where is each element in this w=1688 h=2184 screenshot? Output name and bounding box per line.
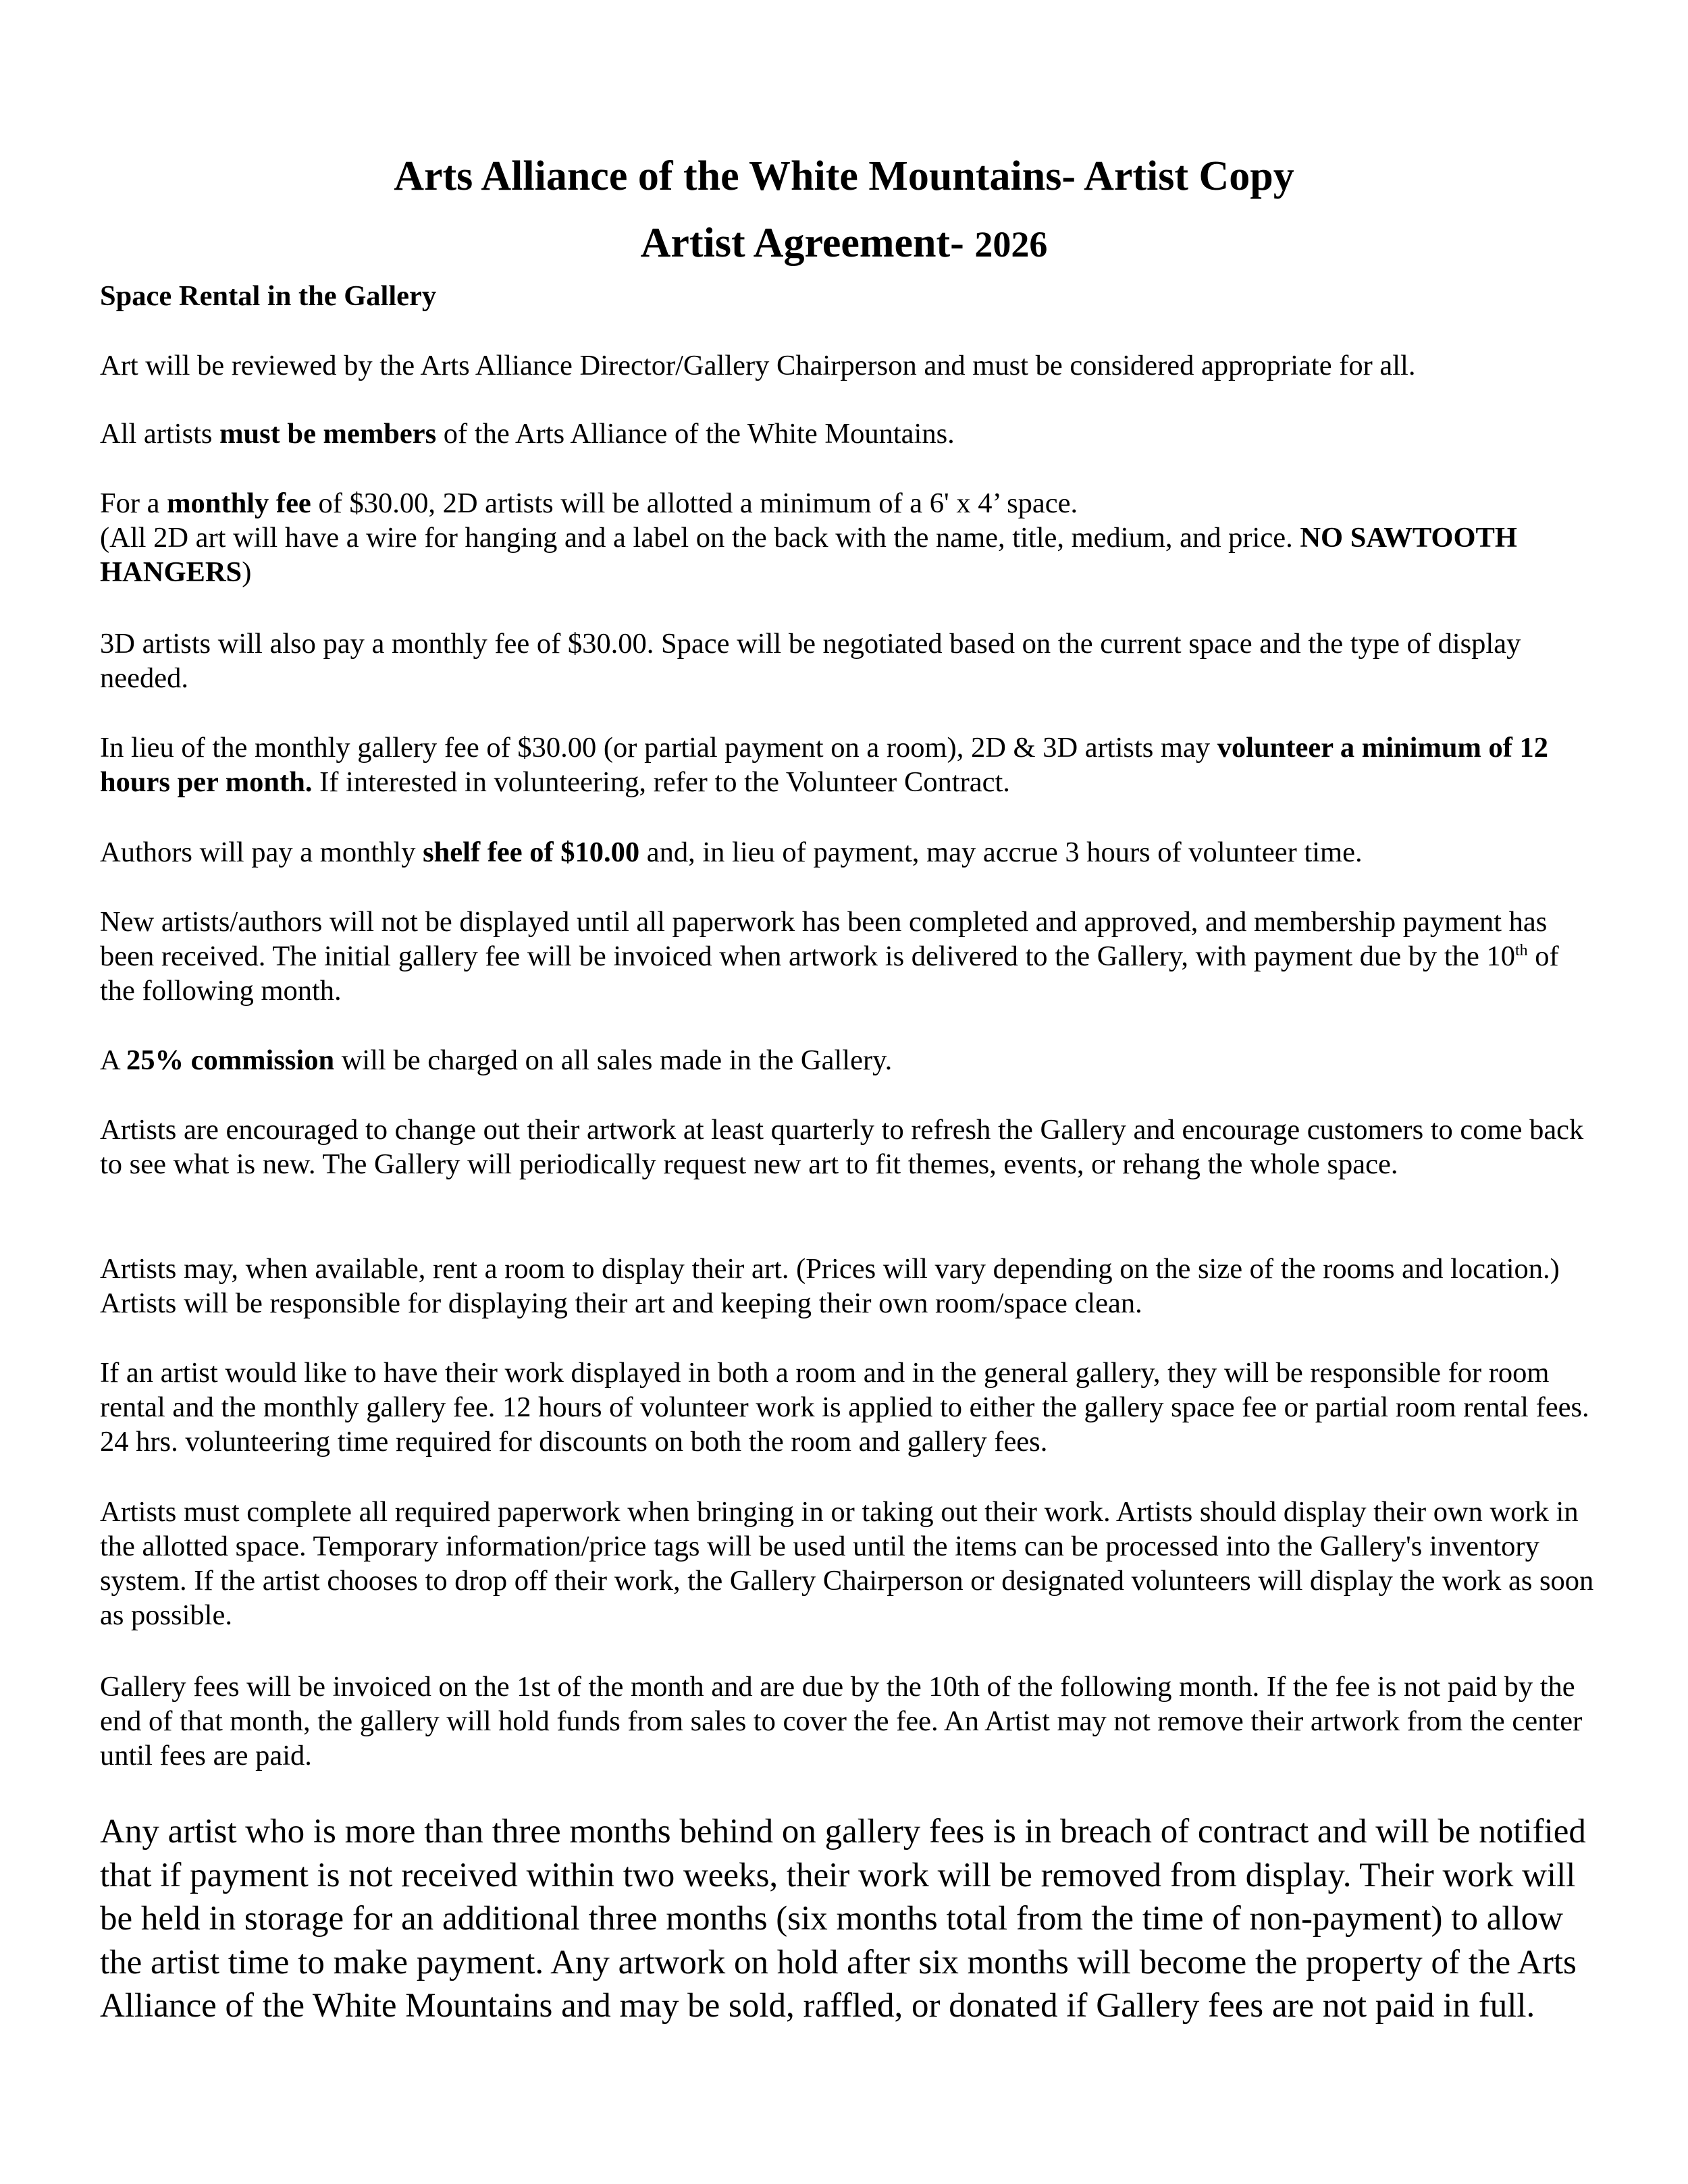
paragraph-change-artwork: Artists are encouraged to change out their artwork at least quarterly to refresh the Gallery and encourage customers to come back to see what is new. The Gallery will periodically request new art to fit themes, events, or rehang the whole space. <box>100 1114 1584 1180</box>
text: All artists <box>100 418 220 450</box>
paragraph-new-artists <box>100 905 1595 1008</box>
text: A <box>100 1044 126 1076</box>
text: of the Arts Alliance of the White Mountains. <box>436 418 955 450</box>
superscript: th <box>1514 941 1528 959</box>
bold-text: NO SAWTOOTH HANGERS <box>100 522 1517 588</box>
bold-text: shelf fee of $10.00 <box>423 836 640 868</box>
text: of the following month. <box>100 940 1559 1007</box>
section-heading: Space Rental in the Gallery <box>100 280 437 312</box>
bold-text: must be members <box>219 418 437 450</box>
text: (All 2D art will have a wire for hanging and a label on the back with the name, title, medium, and price. <box>100 522 1300 554</box>
paragraph-gallery-fees: Gallery fees will be invoiced on the 1st of the month and are due by the 10th of the following month. If the fee is not paid by the end of that month, the gallery will hold funds from sales to cover the fee. An Artist may not remove their artwork from the center until fees are paid. <box>100 1671 1583 1772</box>
text: ) <box>242 556 252 588</box>
paragraph-room-and-gallery: If an artist would like to have their work displayed in both a room and in the general gallery, they will be responsible for room rental and the monthly gallery fee. 12 hours of volunteer work is applied to either the gallery space fee or partial room rental fees. 24 hrs. volunteering time required for discounts on both the room and gallery fees. <box>100 1357 1589 1458</box>
text: Authors will pay a monthly <box>100 836 423 868</box>
paragraph-review: Art will be reviewed by the Arts Alliance Director/Gallery Chairperson and must be considered appropriate for all. <box>100 350 1416 381</box>
paragraph-authors <box>100 835 1595 870</box>
paragraph-2d-fee <box>100 486 1595 589</box>
text: For a <box>100 487 167 519</box>
subtitle-year: 2026 <box>974 224 1048 265</box>
bold-text: 25% commission <box>126 1044 335 1076</box>
text: In lieu of the monthly gallery fee of $30.00 (or partial payment on a room), 2D & 3D artists may <box>100 732 1217 764</box>
paragraph-volunteer <box>100 730 1595 799</box>
bold-text: volunteer a minimum of 12 hours per month. <box>100 732 1549 798</box>
text: will be charged on all sales made in the Gallery. <box>334 1044 893 1076</box>
paragraph-commission <box>100 1043 1595 1077</box>
paragraph-breach: Any artist who is more than three months behind on gallery fees is in breach of contract and will be notified that if payment is not received within two weeks, their work will be removed from display. Their work will be held in storage for an additional three months (six months total from the time of non-payment) to allow the artist time to make payment. Any artwork on hold after six months will become the property of the Arts Alliance of the White Mountains and may be sold, raffled, or donated if Gallery fees are not paid in full. <box>100 1813 1586 2025</box>
subtitle-text: Artist Agreement- <box>640 220 975 266</box>
text: of $30.00, 2D artists will be allotted a minimum of a 6' x 4’ space. <box>311 487 1078 519</box>
document-subtitle <box>0 219 1688 268</box>
paragraph-paperwork: Artists must complete all required paperwork when bringing in or taking out their work. Artists should display their own work in the allotted space. Temporary information/price tags will be used until the items can be processed into the Gallery's inventory system. If the artist chooses to drop off their work, the Gallery Chairperson or designated volunteers will display the work as soon as possible. <box>100 1496 1594 1631</box>
paragraph-3d-fee: 3D artists will also pay a monthly fee of $30.00. Space will be negotiated based on the current space and the type of display needed. <box>100 628 1521 694</box>
paragraph-room-rental: Artists may, when available, rent a room to display their art. (Prices will vary depending on the size of the rooms and location.) Artists will be responsible for displaying their art and keeping their own room/space clean. <box>100 1253 1560 1319</box>
text: New artists/authors will not be displayed until all paperwork has been completed and approved, and membership payment has been received. The initial gallery fee will be invoiced when artwork is delivered to the Gallery, with payment due by the 10 <box>100 906 1548 972</box>
text: and, in lieu of payment, may accrue 3 hours of volunteer time. <box>639 836 1363 868</box>
paragraph-membership <box>100 417 1595 451</box>
text: If interested in volunteering, refer to the Volunteer Contract. <box>312 766 1010 798</box>
document-title: Arts Alliance of the White Mountains- Artist Copy <box>394 153 1294 199</box>
bold-text: monthly fee <box>167 487 311 519</box>
